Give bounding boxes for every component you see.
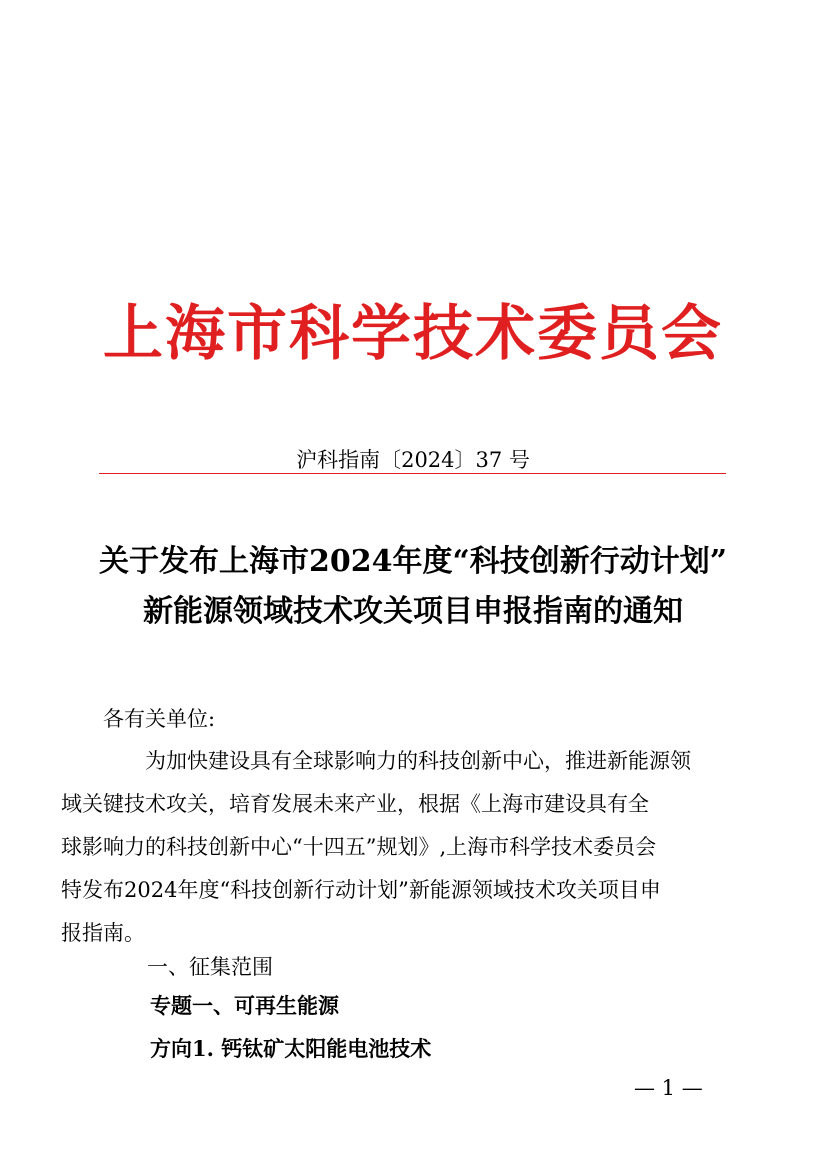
red-divider-line xyxy=(99,473,726,474)
document-title-line-2: 新能源领域技术攻关项目申报指南的通知 xyxy=(143,594,683,629)
page-number: — 1 — xyxy=(634,1076,703,1100)
document-number: 沪科指南〔2024〕37 号 xyxy=(296,448,530,472)
document-title xyxy=(60,537,766,637)
paragraph-line: 球影响力的科技创新中心“十四五”规划》,上海市科学技术委员会 xyxy=(61,835,657,859)
paragraph-line: 为加快建设具有全球影响力的科技创新中心，推进新能源领 xyxy=(145,749,691,773)
document-title-line-1: 关于发布上海市2024年度“科技创新行动计划” xyxy=(98,544,727,579)
topic-heading: 专题一、可再生能源 xyxy=(150,994,339,1018)
section-heading: 一、征集范围 xyxy=(147,955,273,979)
salutation: 各有关单位: xyxy=(103,707,216,731)
paragraph-line: 特发布2024年度“科技创新行动计划”新能源领域技术攻关项目申 xyxy=(61,878,661,902)
paragraph-line: 域关键技术攻关，培育发展未来产业，根据《上海市建设具有全 xyxy=(61,792,649,816)
intro-paragraph xyxy=(61,740,723,955)
paragraph-line: 报指南。 xyxy=(61,921,145,945)
issuing-organization-title: 上海市科学技术委员会 xyxy=(103,299,723,369)
direction-heading: 方向1. 钙钛矿太阳能电池技术 xyxy=(150,1036,432,1061)
